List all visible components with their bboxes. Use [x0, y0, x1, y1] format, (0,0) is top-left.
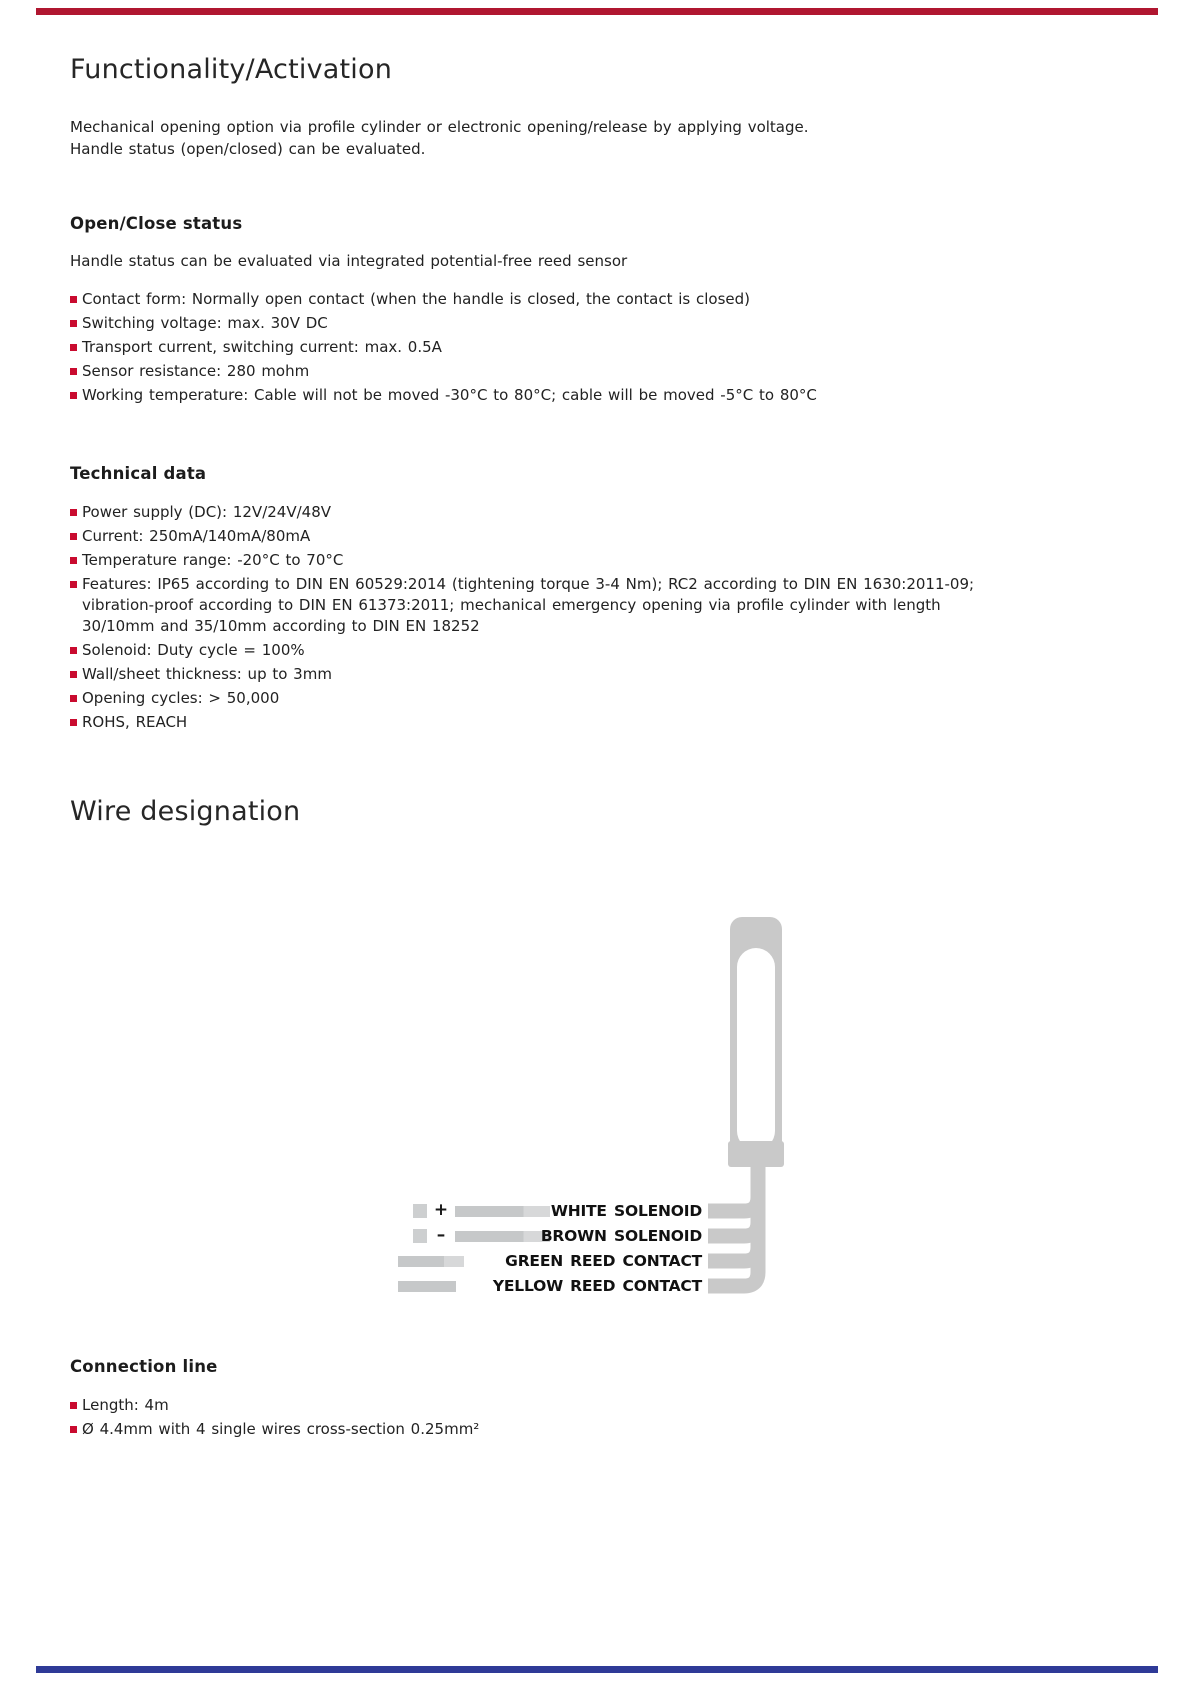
list-item: Sensor resistance: 280 mohm: [70, 361, 1105, 382]
list-item: Wall/sheet thickness: up to 3mm: [70, 664, 1105, 685]
wire-diagram: [370, 850, 830, 1320]
wire-bar-icon: [398, 1281, 456, 1292]
polarity-sign: +: [433, 1200, 449, 1220]
list-item: Current: 250mA/140mA/80mA: [70, 526, 1105, 547]
bottom-blue-bar: [36, 1666, 1158, 1673]
wire-terminal-icon: [413, 1204, 427, 1218]
polarity-sign: –: [436, 1225, 446, 1245]
bullet-square-icon: [70, 368, 77, 375]
wire-row-green-reed-contact: [370, 1253, 830, 1269]
list-item: Switching voltage: max. 30V DC: [70, 313, 1105, 334]
list-item: Opening cycles: > 50,000: [70, 688, 1105, 709]
section-heading-wire-designation: Wire designation: [70, 796, 301, 827]
bullet-square-icon: [70, 296, 77, 303]
list-item: Length: 4m: [70, 1395, 1105, 1416]
handle-cutout: [737, 948, 775, 1150]
bullet-square-icon: [70, 1402, 77, 1409]
bullet-square-icon: [70, 647, 77, 654]
technical-bullet-list: [70, 502, 1105, 736]
handle-graphic: [370, 850, 830, 1320]
list-item: Features: IP65 according to DIN EN 60529:2014 (tightening torque 3-4 Nm); RC2 according to DIN EN 1630:2011-09; vibration-proof according to DIN EN 61373:2011; mechanical emergency opening via profile cylinder with length 30/10mm and 35/10mm according to DIN EN 18252: [70, 574, 1105, 637]
section-heading-open-close: Open/Close status: [70, 214, 243, 233]
bullet-square-icon: [70, 509, 77, 516]
wire-label: YELLOW REED CONTACT: [492, 1277, 702, 1295]
intro-line: Mechanical opening option via profile cylinder or electronic opening/release by applying voltage.: [70, 118, 809, 136]
wire-bar-icon: [455, 1206, 550, 1217]
bullet-square-icon: [70, 320, 77, 327]
section-heading-technical: Technical data: [70, 464, 207, 483]
intro-paragraph: [70, 116, 1105, 160]
intro-line: Handle status (open/closed) can be evaluated.: [70, 140, 426, 158]
list-item: Temperature range: -20°C to 70°C: [70, 550, 1105, 571]
bullet-square-icon: [70, 1426, 77, 1433]
list-item: Transport current, switching current: max. 0.5A: [70, 337, 1105, 358]
wire-terminal-icon: [413, 1229, 427, 1243]
wire-label: WHITE SOLENOID: [550, 1202, 702, 1220]
wire-label: GREEN REED CONTACT: [505, 1252, 702, 1270]
bullet-square-icon: [70, 557, 77, 564]
connection-bullet-list: [70, 1395, 1105, 1443]
wire-bar-icon: [455, 1231, 550, 1242]
open-close-bullet-list: [70, 289, 1105, 409]
bullet-square-icon: [70, 533, 77, 540]
open-close-intro: Handle status can be evaluated via integrated potential-free reed sensor: [70, 252, 628, 270]
list-item: Power supply (DC): 12V/24V/48V: [70, 502, 1105, 523]
bullet-square-icon: [70, 719, 77, 726]
bullet-square-icon: [70, 581, 77, 588]
wire-row-yellow-reed-contact: [370, 1278, 830, 1294]
bullet-square-icon: [70, 344, 77, 351]
bullet-square-icon: [70, 671, 77, 678]
section-heading-connection-line: Connection line: [70, 1357, 218, 1376]
list-item: Working temperature: Cable will not be moved -30°C to 80°C; cable will be moved -5°C to 80°C: [70, 385, 1105, 406]
list-item: Ø 4.4mm with 4 single wires cross-section 0.25mm²: [70, 1419, 1105, 1440]
top-red-bar: [36, 8, 1158, 15]
wire-row-brown-solenoid: [370, 1225, 830, 1245]
list-item: Solenoid: Duty cycle = 100%: [70, 640, 1105, 661]
page-title: Functionality/Activation: [70, 54, 393, 85]
wire-bar-icon: [398, 1256, 464, 1267]
list-item: Contact form: Normally open contact (when the handle is closed, the contact is closed): [70, 289, 1105, 310]
bullet-square-icon: [70, 392, 77, 399]
wire-label: BROWN SOLENOID: [540, 1227, 702, 1245]
wire-row-white-solenoid: [370, 1200, 830, 1220]
bullet-square-icon: [70, 695, 77, 702]
list-item: ROHS, REACH: [70, 712, 1105, 733]
